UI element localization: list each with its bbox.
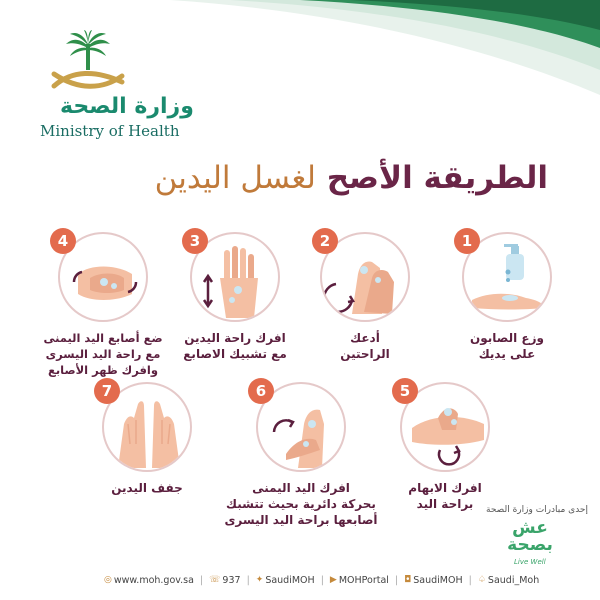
- page-title: [155, 160, 548, 204]
- step-caption: جفف اليدين: [111, 481, 183, 495]
- footer-divider: |: [320, 574, 324, 586]
- footer-contacts: [104, 572, 539, 588]
- step-number-badge: 5: [392, 378, 418, 404]
- snapchat-icon: ♤: [477, 575, 486, 585]
- step-1: [432, 232, 582, 402]
- step-4: [28, 232, 178, 402]
- footer-divider: |: [394, 574, 399, 586]
- step-caption: ضع أصابع اليد اليمنى مع راحة اليد اليسرى وافرك ظهر الأصابع: [43, 331, 163, 377]
- footer-website[interactable]: ◎ www.moh.gov.sa: [104, 574, 194, 586]
- live-well-logo-arabic: عش بصحة: [507, 518, 553, 555]
- instagram-icon: ◘: [404, 575, 412, 585]
- step-number-badge: 6: [248, 378, 274, 404]
- step-number-badge: 2: [312, 228, 338, 254]
- live-well-logo: [500, 520, 560, 572]
- youtube-icon: ▶: [329, 575, 337, 585]
- step-caption: افرك اليد اليمنى بحركة دائرية بحيث تتشبك أصابعها براحة اليد اليسرى: [224, 481, 378, 527]
- footer-phone[interactable]: ☏ 937: [209, 574, 241, 586]
- step-number-badge: 7: [94, 378, 120, 404]
- campaign-initiative-text: إحدى مبادرات وزارة الصحة: [486, 505, 588, 515]
- footer-twitter[interactable]: ✦ SaudiMOH: [255, 574, 315, 586]
- ministry-name-english: Ministry of Health: [40, 122, 180, 140]
- step-7: [72, 382, 222, 552]
- step-caption: وزع الصابون على يديك: [470, 331, 544, 361]
- step-caption: افرك الابهام براحة اليد: [408, 481, 482, 511]
- phone-icon: ☏: [209, 575, 221, 585]
- footer-divider: |: [246, 574, 250, 586]
- step-caption: افرك راحة اليدين مع تشبيك الاصابع: [183, 331, 287, 361]
- step-number-badge: 4: [50, 228, 76, 254]
- ministry-name-arabic: وزارة الصحة: [60, 94, 194, 119]
- step-caption: أدعك الراحتين: [340, 331, 390, 361]
- palm-swords-emblem-icon: [48, 30, 128, 102]
- ministry-logo: [40, 30, 194, 145]
- footer-divider: |: [468, 574, 472, 586]
- live-well-logo-english: Live Well: [514, 558, 546, 566]
- title-accent: لغسل اليدين: [154, 160, 316, 196]
- footer-divider: |: [199, 574, 204, 586]
- footer-instagram[interactable]: ◘ SaudiMOH: [404, 574, 463, 586]
- footer-snapchat[interactable]: ♤ Saudi_Moh: [477, 574, 540, 586]
- step-6: [226, 382, 376, 552]
- footer-youtube[interactable]: ▶ MOHPortal: [329, 574, 389, 586]
- twitter-icon: ✦: [255, 575, 264, 585]
- step-5: [370, 382, 520, 552]
- step-3: [160, 232, 310, 402]
- globe-icon: ◎: [104, 575, 112, 585]
- step-2: [290, 232, 440, 402]
- step-number-badge: 3: [182, 228, 208, 254]
- title-primary: الطريقة الأصح: [326, 160, 548, 196]
- step-number-badge: 1: [454, 228, 480, 254]
